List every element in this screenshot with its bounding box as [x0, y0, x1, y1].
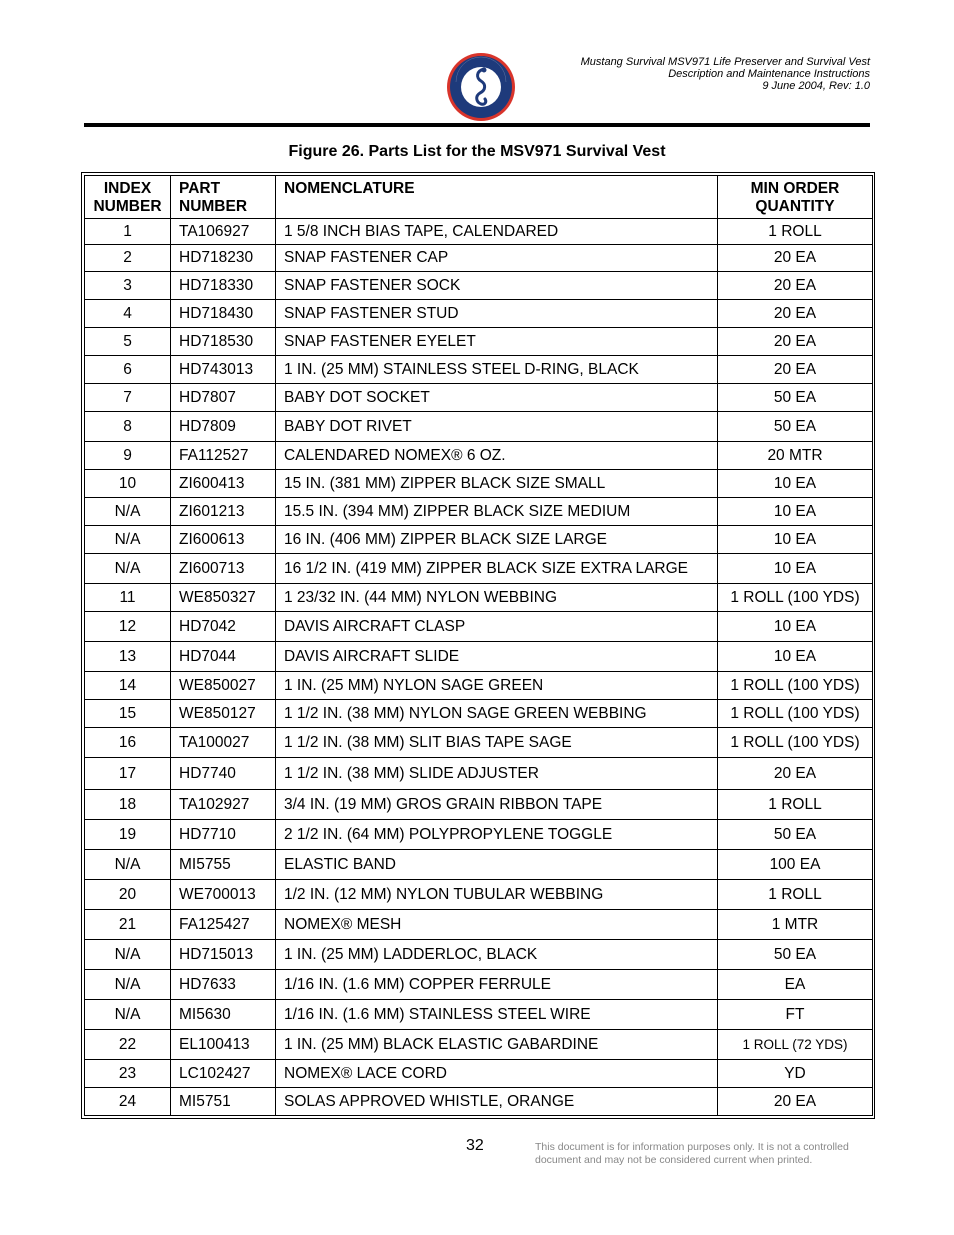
cell-part-number: WE850327: [171, 584, 276, 612]
cell-index-number: N/A: [85, 1000, 171, 1030]
cell-index-number: 6: [85, 356, 171, 384]
cell-min-order-quantity: 20 EA: [718, 300, 873, 328]
cell-min-order-quantity: EA: [718, 970, 873, 1000]
table-header-row: [85, 176, 873, 219]
cell-min-order-quantity: 50 EA: [718, 412, 873, 442]
cell-part-number: MI5630: [171, 1000, 276, 1030]
cell-part-number: TA102927: [171, 790, 276, 820]
figure-title: Figure 26. Parts List for the MSV971 Survival Vest: [288, 143, 666, 160]
table-row: [85, 880, 873, 910]
cell-part-number: WE700013: [171, 880, 276, 910]
cell-index-number: 12: [85, 612, 171, 642]
footer-disclaimer: [535, 1141, 849, 1167]
cell-min-order-quantity: 50 EA: [718, 940, 873, 970]
table-row: [85, 790, 873, 820]
cell-nomenclature: 1 23/32 IN. (44 MM) NYLON WEBBING: [276, 584, 718, 612]
cell-min-order-quantity: 1 ROLL (72 YDS): [718, 1030, 873, 1060]
cell-nomenclature: 3/4 IN. (19 MM) GROS GRAIN RIBBON TAPE: [276, 790, 718, 820]
table-row: [85, 219, 873, 245]
cell-index-number: 13: [85, 642, 171, 672]
table-row: [85, 328, 873, 356]
table-row: [85, 584, 873, 612]
cell-part-number: HD7042: [171, 612, 276, 642]
cell-min-order-quantity: 10 EA: [718, 554, 873, 584]
cell-part-number: ZI600413: [171, 470, 276, 498]
cell-part-number: HD715013: [171, 940, 276, 970]
cell-index-number: N/A: [85, 554, 171, 584]
cell-index-number: 11: [85, 584, 171, 612]
cell-nomenclature: 15.5 IN. (394 MM) ZIPPER BLACK SIZE MEDIUM: [276, 498, 718, 526]
table-row: [85, 300, 873, 328]
cell-nomenclature: 1 5/8 INCH BIAS TAPE, CALENDARED: [276, 219, 718, 245]
header-line-description: Description and Maintenance Instructions: [668, 68, 870, 80]
cell-index-number: 7: [85, 384, 171, 412]
table-row: [85, 1088, 873, 1116]
cell-nomenclature: 1 1/2 IN. (38 MM) NYLON SAGE GREEN WEBBING: [276, 700, 718, 728]
cell-min-order-quantity: 20 EA: [718, 1088, 873, 1116]
parts-list-table: [84, 175, 873, 1116]
cell-part-number: HD718530: [171, 328, 276, 356]
table-row: [85, 470, 873, 498]
cell-min-order-quantity: 50 EA: [718, 384, 873, 412]
table-row: [85, 728, 873, 758]
cell-part-number: MI5751: [171, 1088, 276, 1116]
cell-index-number: 2: [85, 245, 171, 272]
page-number: 32: [466, 1137, 484, 1154]
cell-part-number: HD7807: [171, 384, 276, 412]
header-nomenclature: NOMENCLATURE: [276, 176, 718, 219]
cell-min-order-quantity: 50 EA: [718, 820, 873, 850]
table-row: [85, 272, 873, 300]
cell-index-number: 17: [85, 758, 171, 790]
cell-nomenclature: 1 IN. (25 MM) NYLON SAGE GREEN: [276, 672, 718, 700]
cell-min-order-quantity: 20 EA: [718, 272, 873, 300]
table-row: [85, 442, 873, 470]
document-header: [581, 56, 870, 92]
cell-nomenclature: 16 IN. (406 MM) ZIPPER BLACK SIZE LARGE: [276, 526, 718, 554]
table-row: [85, 642, 873, 672]
cell-nomenclature: SNAP FASTENER EYELET: [276, 328, 718, 356]
cell-min-order-quantity: 100 EA: [718, 850, 873, 880]
cell-index-number: 15: [85, 700, 171, 728]
cell-min-order-quantity: 1 ROLL (100 YDS): [718, 672, 873, 700]
cell-index-number: 1: [85, 219, 171, 245]
table-row: [85, 1030, 873, 1060]
cell-index-number: 10: [85, 470, 171, 498]
cell-index-number: 4: [85, 300, 171, 328]
table-row: [85, 245, 873, 272]
cell-nomenclature: 16 1/2 IN. (419 MM) ZIPPER BLACK SIZE EXTRA LARGE: [276, 554, 718, 584]
cell-min-order-quantity: 20 EA: [718, 758, 873, 790]
cell-index-number: 8: [85, 412, 171, 442]
table-row: [85, 554, 873, 584]
cell-part-number: TA100027: [171, 728, 276, 758]
cell-nomenclature: SNAP FASTENER CAP: [276, 245, 718, 272]
cell-index-number: N/A: [85, 940, 171, 970]
header-line-title: Mustang Survival MSV971 Life Preserver and Survival Vest: [580, 56, 870, 68]
cell-part-number: HD7809: [171, 412, 276, 442]
header-min-order-quantity: MIN ORDER QUANTITY: [718, 176, 873, 219]
table-row: [85, 1060, 873, 1088]
cell-index-number: 3: [85, 272, 171, 300]
table-row: [85, 970, 873, 1000]
cell-min-order-quantity: 10 EA: [718, 498, 873, 526]
cell-index-number: 5: [85, 328, 171, 356]
footer-disclaimer-line2: document and may not be considered current when printed.: [535, 1154, 813, 1166]
cell-nomenclature: DAVIS AIRCRAFT CLASP: [276, 612, 718, 642]
cell-index-number: N/A: [85, 970, 171, 1000]
cell-nomenclature: BABY DOT RIVET: [276, 412, 718, 442]
cell-part-number: HD7740: [171, 758, 276, 790]
cell-part-number: FA112527: [171, 442, 276, 470]
table-row: [85, 384, 873, 412]
cell-min-order-quantity: 1 ROLL (100 YDS): [718, 700, 873, 728]
cell-nomenclature: 1 1/2 IN. (38 MM) SLIT BIAS TAPE SAGE: [276, 728, 718, 758]
table-row: [85, 672, 873, 700]
cell-part-number: ZI600713: [171, 554, 276, 584]
cell-part-number: WE850027: [171, 672, 276, 700]
cell-part-number: ZI601213: [171, 498, 276, 526]
cell-nomenclature: 1 IN. (25 MM) LADDERLOC, BLACK: [276, 940, 718, 970]
cell-nomenclature: NOMEX® LACE CORD: [276, 1060, 718, 1088]
cell-nomenclature: 1 IN. (25 MM) STAINLESS STEEL D-RING, BLACK: [276, 356, 718, 384]
cell-nomenclature: SNAP FASTENER STUD: [276, 300, 718, 328]
cell-min-order-quantity: 1 MTR: [718, 910, 873, 940]
header-part-number: PART NUMBER: [171, 176, 276, 219]
cell-min-order-quantity: FT: [718, 1000, 873, 1030]
cell-nomenclature: SNAP FASTENER SOCK: [276, 272, 718, 300]
cell-min-order-quantity: 10 EA: [718, 526, 873, 554]
cell-nomenclature: 1 IN. (25 MM) BLACK ELASTIC GABARDINE: [276, 1030, 718, 1060]
cell-index-number: N/A: [85, 526, 171, 554]
cell-index-number: 9: [85, 442, 171, 470]
cell-nomenclature: SOLAS APPROVED WHISTLE, ORANGE: [276, 1088, 718, 1116]
cell-part-number: ZI600613: [171, 526, 276, 554]
cell-min-order-quantity: 1 ROLL (100 YDS): [718, 728, 873, 758]
table-row: [85, 910, 873, 940]
cell-nomenclature: 2 1/2 IN. (64 MM) POLYPROPYLENE TOGGLE: [276, 820, 718, 850]
cell-part-number: EL100413: [171, 1030, 276, 1060]
cell-min-order-quantity: 1 ROLL: [718, 790, 873, 820]
parts-list-table-frame: [81, 172, 875, 1119]
table-row: [85, 498, 873, 526]
cell-nomenclature: NOMEX® MESH: [276, 910, 718, 940]
cell-nomenclature: ELASTIC BAND: [276, 850, 718, 880]
cell-nomenclature: CALENDARED NOMEX® 6 OZ.: [276, 442, 718, 470]
cell-part-number: FA125427: [171, 910, 276, 940]
table-row: [85, 412, 873, 442]
cell-index-number: 19: [85, 820, 171, 850]
cell-part-number: TA106927: [171, 219, 276, 245]
cell-part-number: HD718230: [171, 245, 276, 272]
cell-min-order-quantity: 20 EA: [718, 356, 873, 384]
cell-nomenclature: 15 IN. (381 MM) ZIPPER BLACK SIZE SMALL: [276, 470, 718, 498]
cell-index-number: 14: [85, 672, 171, 700]
cell-part-number: HD718330: [171, 272, 276, 300]
table-row: [85, 1000, 873, 1030]
header-index-number: INDEX NUMBER: [85, 176, 171, 219]
cell-part-number: HD7710: [171, 820, 276, 850]
cell-nomenclature: 1/2 IN. (12 MM) NYLON TUBULAR WEBBING: [276, 880, 718, 910]
table-row: [85, 850, 873, 880]
cell-part-number: WE850127: [171, 700, 276, 728]
table-row: [85, 356, 873, 384]
cell-min-order-quantity: 10 EA: [718, 642, 873, 672]
cell-min-order-quantity: 20 EA: [718, 328, 873, 356]
cell-index-number: N/A: [85, 850, 171, 880]
mustang-survival-logo: [446, 52, 516, 122]
footer-disclaimer-line1: This document is for information purposes only. It is not a controlled: [535, 1141, 849, 1153]
table-row: [85, 526, 873, 554]
cell-part-number: LC102427: [171, 1060, 276, 1088]
header-line-date: 9 June 2004, Rev: 1.0: [762, 80, 870, 92]
cell-min-order-quantity: 1 ROLL: [718, 219, 873, 245]
cell-part-number: HD718430: [171, 300, 276, 328]
cell-index-number: 23: [85, 1060, 171, 1088]
table-row: [85, 820, 873, 850]
cell-index-number: 21: [85, 910, 171, 940]
cell-nomenclature: 1/16 IN. (1.6 MM) COPPER FERRULE: [276, 970, 718, 1000]
cell-part-number: HD7633: [171, 970, 276, 1000]
cell-index-number: 20: [85, 880, 171, 910]
table-row: [85, 700, 873, 728]
cell-index-number: 22: [85, 1030, 171, 1060]
cell-min-order-quantity: 10 EA: [718, 612, 873, 642]
cell-min-order-quantity: 20 EA: [718, 245, 873, 272]
cell-part-number: MI5755: [171, 850, 276, 880]
cell-nomenclature: DAVIS AIRCRAFT SLIDE: [276, 642, 718, 672]
cell-part-number: HD743013: [171, 356, 276, 384]
header-rule: [84, 123, 870, 127]
cell-nomenclature: 1 1/2 IN. (38 MM) SLIDE ADJUSTER: [276, 758, 718, 790]
table-row: [85, 940, 873, 970]
cell-min-order-quantity: 10 EA: [718, 470, 873, 498]
cell-index-number: 16: [85, 728, 171, 758]
cell-min-order-quantity: 20 MTR: [718, 442, 873, 470]
table-row: [85, 758, 873, 790]
parts-list-body: [85, 219, 873, 1116]
cell-index-number: 24: [85, 1088, 171, 1116]
cell-part-number: HD7044: [171, 642, 276, 672]
cell-index-number: N/A: [85, 498, 171, 526]
cell-nomenclature: 1/16 IN. (1.6 MM) STAINLESS STEEL WIRE: [276, 1000, 718, 1030]
cell-nomenclature: BABY DOT SOCKET: [276, 384, 718, 412]
cell-index-number: 18: [85, 790, 171, 820]
cell-min-order-quantity: 1 ROLL: [718, 880, 873, 910]
table-row: [85, 612, 873, 642]
cell-min-order-quantity: 1 ROLL (100 YDS): [718, 584, 873, 612]
cell-min-order-quantity: YD: [718, 1060, 873, 1088]
